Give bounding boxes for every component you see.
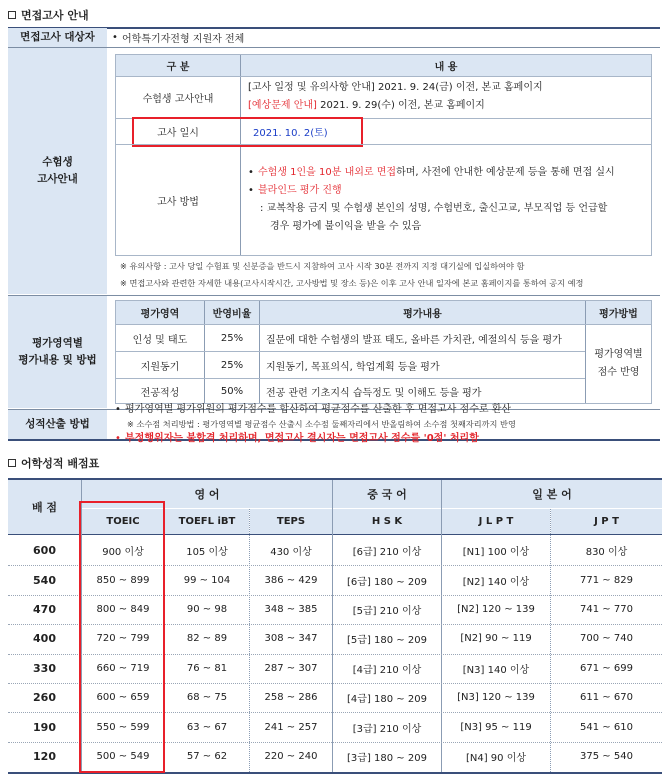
eval-row-2-area: 지원동기 — [140, 361, 180, 373]
divider — [82, 508, 662, 509]
cell-jlpt: [N2] 90 ~ 119 — [460, 633, 532, 645]
cell-teps: 220 ~ 240 — [264, 750, 318, 762]
cell-hsk: [6급] 210 이상 — [352, 547, 422, 559]
target-label: 면접고사 대상자 — [8, 28, 107, 47]
score-line-2: ※ 소수점 처리방법 : 평가영역별 평균점수 산출시 소수점 둘째자리에서 반올림하여 소수점 첫째자리까지 반영 — [127, 419, 516, 429]
sub-header-teps: TEPS — [250, 509, 332, 534]
score-value: 400 — [33, 632, 56, 646]
cell-teps: 386 ~ 429 — [264, 574, 318, 586]
sub-header-toefl: TOEFL iBT — [165, 509, 249, 534]
guide-header-category: 구 분 — [116, 55, 240, 76]
eval-row-3-ratio: 50% — [220, 385, 244, 397]
date-value: 2021. 10. 2(토) — [253, 127, 328, 139]
eval-method: 평가영역별 점수 반영 — [594, 349, 643, 378]
cell-teps: 430 이상 — [270, 547, 312, 559]
method-content — [248, 147, 648, 253]
cell-hsk: [3급] 210 이상 — [352, 723, 422, 735]
cell-teps: 287 ~ 307 — [264, 662, 318, 674]
guide-label: 수험생 고사안내 — [8, 48, 107, 294]
section-title-interview: 면접고사 안내 — [8, 7, 89, 23]
guide-header-content: 내 용 — [241, 55, 651, 76]
score-value: 600 — [33, 544, 56, 558]
cell-toeic: 550 ~ 599 — [96, 721, 150, 733]
score-line-3: • 부정행위자는 불합격 처리하며, 면접고사 결시자는 면접고사 점수를 '0점' 처리함 — [115, 433, 479, 444]
cell-toefl: 105 이상 — [186, 547, 228, 559]
divider — [240, 55, 241, 255]
cell-jpt: 700 ~ 740 — [580, 633, 633, 645]
square-bullet-icon — [8, 459, 16, 467]
eval-label: 평가영역별 평가내용 및 방법 — [8, 296, 107, 408]
score-value: 330 — [33, 661, 56, 675]
cell-toefl: 90 ~ 98 — [186, 603, 228, 615]
score-header: 배 점 — [8, 480, 81, 534]
cell-toefl: 99 ~ 104 — [183, 574, 231, 586]
eval-row-3-area: 전공적성 — [140, 387, 180, 399]
cell-toeic: 500 ~ 549 — [96, 750, 150, 762]
score-method-label: 성적산출 방법 — [8, 410, 107, 439]
cell-jlpt: [N2] 120 ~ 139 — [457, 603, 535, 615]
cell-jlpt: [N4] 90 이상 — [465, 752, 527, 764]
cell-toeic: 720 ~ 799 — [96, 633, 150, 645]
eval-header-area: 평가영역 — [116, 301, 204, 324]
eval-header-ratio: 반영비율 — [205, 301, 259, 324]
notice-content — [248, 77, 648, 117]
section-title-scores: 어학성적 배점표 — [8, 455, 99, 471]
eval-header-content: 평가내용 — [260, 301, 585, 324]
cell-hsk: [4급] 180 ~ 209 — [347, 694, 427, 706]
cell-hsk: [5급] 210 이상 — [352, 605, 422, 617]
group-english: 영 어 — [82, 480, 332, 508]
eval-row-1-ratio: 25% — [220, 332, 244, 344]
date-label: 고사 일시 — [157, 127, 199, 139]
sub-header-hsk: H S K — [333, 509, 441, 534]
cell-jpt: 611 ~ 670 — [580, 692, 633, 704]
sub-header-jpt: J P T — [551, 509, 662, 534]
cell-toeic: 800 ~ 849 — [96, 603, 150, 615]
square-bullet-icon — [8, 11, 16, 19]
method-sub-1: : 교복착용 금지 및 수험생 본인의 성명, 수험번호, 출신고교, 부모직업 등 언급할 — [260, 203, 608, 214]
cell-teps: 241 ~ 257 — [264, 721, 318, 733]
cell-toefl: 76 ~ 81 — [186, 662, 228, 674]
cell-toefl: 57 ~ 62 — [186, 750, 228, 762]
cell-teps: 308 ~ 347 — [264, 633, 318, 645]
cell-jpt: 771 ~ 829 — [580, 574, 633, 586]
sub-header-toeic: TOEIC — [82, 509, 164, 534]
cell-toeic: 850 ~ 899 — [96, 574, 150, 586]
group-japanese: 일 본 어 — [442, 480, 662, 508]
note-1: ※ 유의사항 : 고사 당일 수험표 및 신분증을 반드시 지참하여 고사 시작 30분 전까지 지정 대기실에 입실하여야 함 — [120, 260, 525, 271]
eval-row-1-content: 질문에 대한 수험생의 발표 태도, 올바른 가치관, 예절의식 등을 평가 — [266, 334, 562, 346]
cell-toefl: 63 ~ 67 — [186, 721, 228, 733]
language-score-table — [8, 478, 662, 774]
cell-jlpt: [N1] 100 이상 — [462, 547, 530, 559]
cell-jlpt: [N3] 140 이상 — [462, 664, 530, 676]
score-value: 260 — [33, 691, 56, 705]
notice-label: 수험생 고사안내 — [142, 93, 214, 105]
eval-row-2-content: 지원동기, 목표의식, 학업계획 등을 평가 — [266, 361, 440, 373]
method-bullet-2: • 블라인드 평가 진행 — [248, 185, 342, 196]
method-label: 고사 방법 — [157, 196, 199, 208]
cell-hsk: [5급] 180 ~ 209 — [347, 635, 427, 647]
score-method-lines — [115, 404, 660, 444]
cell-teps: 348 ~ 385 — [264, 603, 318, 615]
method-sub-2: 경우 평가에 불이익을 받을 수 있음 — [270, 221, 422, 232]
cell-toefl: 82 ~ 89 — [186, 633, 228, 645]
notice-line-1: [고사 일정 및 유의사항 안내] 2021. 9. 24(금) 이전, 본교 홈페이지 — [248, 82, 543, 93]
cell-hsk: [3급] 180 ~ 209 — [347, 752, 427, 764]
cell-toefl: 68 ~ 75 — [186, 692, 228, 704]
eval-row-3-content: 전공 관련 기초지식 습득정도 및 이해도 등을 평가 — [266, 387, 482, 399]
score-line-1: • 평가영역별 평가위원의 평가점수를 합산하여 평균점수를 산출한 후 면접고사 점수로 환산 — [115, 404, 512, 415]
cell-toeic: 600 ~ 659 — [96, 692, 150, 704]
eval-row-2-ratio: 25% — [220, 359, 244, 371]
cell-teps: 258 ~ 286 — [264, 692, 318, 704]
score-value: 120 — [33, 749, 56, 763]
cell-jpt: 741 ~ 770 — [580, 603, 633, 615]
cell-hsk: [4급] 210 이상 — [352, 664, 422, 676]
cell-hsk: [6급] 180 ~ 209 — [347, 576, 427, 588]
score-value: 190 — [33, 720, 56, 734]
sub-header-jlpt: J L P T — [442, 509, 550, 534]
method-bullet-1: • 수험생 1인을 10분 내외로 면접하며, 사전에 안내한 예상문제 등을 통해 면접 실시 — [248, 167, 615, 178]
highlight-box-date — [132, 117, 363, 147]
cell-toeic: 900 이상 — [102, 547, 144, 559]
interview-guide-table — [8, 27, 660, 444]
divider — [259, 301, 260, 403]
highlight-box-toeic — [79, 501, 165, 773]
eval-row-1-area: 인성 및 태도 — [132, 334, 188, 346]
group-chinese: 중 국 어 — [333, 480, 441, 508]
score-value: 540 — [33, 573, 56, 587]
score-value: 470 — [33, 602, 56, 616]
note-2: ※ 면접고사와 관련한 자세한 내용(고사시작시간, 고사방법 및 장소 등)은 이후 고사 안내 일자에 본교 홈페이지를 통하여 공지 예정 — [120, 277, 584, 288]
cell-jpt: 541 ~ 610 — [580, 721, 633, 733]
cell-jpt: 671 ~ 699 — [580, 662, 633, 674]
cell-jpt: 830 이상 — [585, 547, 628, 559]
eval-header-method: 평가방법 — [586, 301, 651, 324]
cell-jlpt: [N3] 120 ~ 139 — [457, 692, 535, 704]
cell-toeic: 660 ~ 719 — [96, 662, 150, 674]
cell-jpt: 375 ~ 540 — [580, 750, 633, 762]
notice-line-2: [예상문제 안내] 2021. 9. 29(수) 이전, 본교 홈페이지 — [248, 100, 485, 111]
target-value: • 어학특기자전형 지원자 전체 — [112, 32, 245, 45]
cell-jlpt: [N2] 140 이상 — [462, 576, 530, 588]
cell-jlpt: [N3] 95 ~ 119 — [460, 721, 532, 733]
